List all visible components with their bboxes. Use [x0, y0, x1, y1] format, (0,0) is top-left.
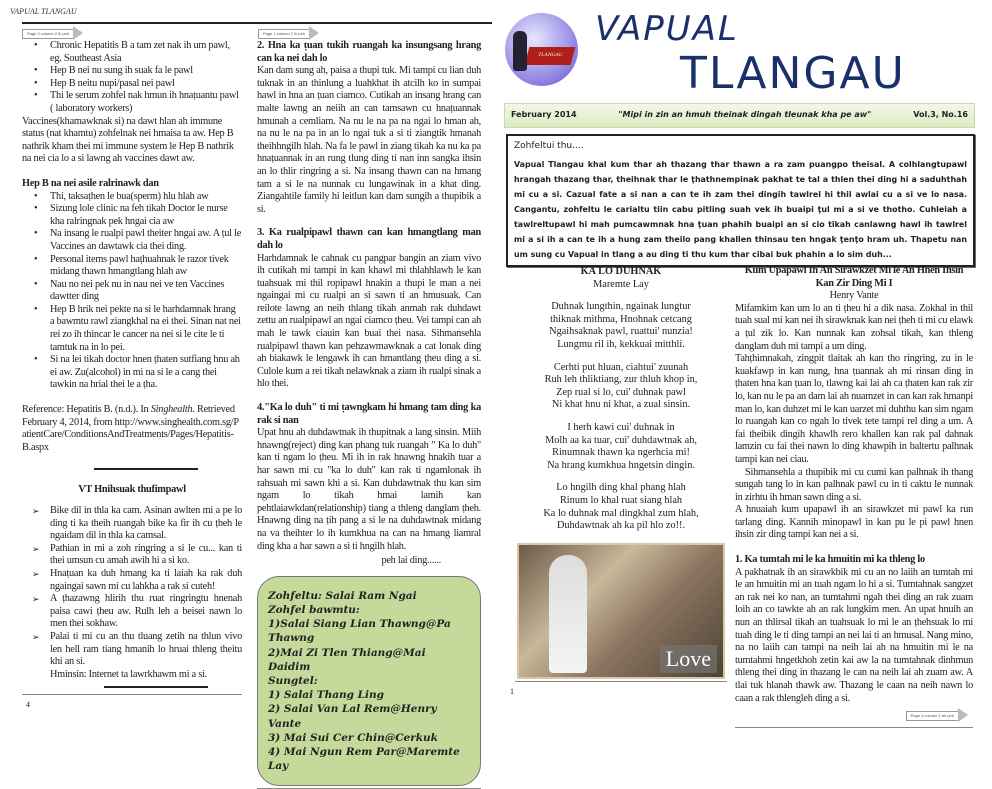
continued-note: peh lai ding...... [381, 555, 441, 567]
issue-date: February 2014 [511, 110, 577, 120]
credit-line: 2) Salai Van Lal Rem@Henry Vante [268, 703, 437, 730]
logo-map: TLANGAU [525, 47, 576, 65]
credit-line: Zohfeltu: Salai Ram Ngai [268, 589, 417, 602]
poem-line: Zep rual si lo, cui' duhnak pawl [556, 386, 686, 398]
list-item: • Personal items pawl haṭhuahnak le razor tivek midang thawn hmangtlang hlah aw [22, 254, 242, 279]
footer-rule [735, 727, 973, 728]
left-column-2-text [257, 40, 481, 553]
poem-line: Lungmu ril ih, kekkuai mitthli. [557, 338, 685, 350]
poem-line: I herh kawi cui' duhnak in [567, 421, 675, 433]
section-heading: VT Hnihsuak thufimpawl [78, 484, 186, 496]
sub-heading: 1. Ka tumtah mi le ka hmuitin mi ka thleng lo [735, 554, 925, 566]
list-item: • Hep B hrik nei pekte na si le harhdamnak hrang a bawmtu rawl ziangkhal na ei thei. Sinan nat nei rei zo ih thincar le cancer na nei si le cite le ti tamtuk na in lo pei. [22, 304, 242, 354]
poem-line: Cerhti put hluan, ciahtui' zuunah [553, 361, 689, 373]
credit-line: 1) Salai Thang Ling [268, 689, 384, 702]
article-paragraph: Sihmansehla a thupibik mi cu cumi kan palhnak ih thang sungah tang lo in kan palhnak pawl cu in ti caktu le nunnak in zirhtu ih hman sawn ding a si. [735, 466, 973, 503]
volume: Vol.3, No.16 [913, 110, 968, 120]
list-item: ➢ A ṭhazawng hlirih thu ruat ringringtu hnenah paisa cawi ṭheu aw. Rulh leh a beisei nawn lo men thei sokhaw. [22, 593, 242, 631]
poem-line: Duhnak lungthin, ngainak lungtur [551, 301, 691, 313]
poem-stanza [515, 362, 727, 412]
poem-author: Maremte Lay [593, 278, 649, 290]
list-item: • Sizung lole clinic na feh tikah Doctor le nurse kha ralringnak pek hngai cia aw [22, 203, 242, 228]
poem-line: Molh aa ka tuar, cui' duhdawtnak ah, [545, 434, 697, 446]
poem-column [515, 266, 727, 682]
credit-line: 3) Mai Sui Cer Chin@Cerkuk [268, 731, 438, 744]
page-number: 1 [510, 687, 514, 696]
woman-figure [549, 555, 587, 673]
divider [104, 686, 208, 688]
poem-line: Duhdawtnak ah ka pil hlo zo!!. [556, 520, 686, 532]
header-rule [22, 22, 492, 24]
left-column-1 [22, 40, 242, 712]
divider [94, 468, 198, 470]
editorial-title: Zohfeltui thu.... [514, 141, 584, 151]
section-heading: Hep B na nei asile ralrinawk dan [22, 177, 159, 189]
section-heading: 3. Ka rualpipawl thawn can kan hmangtlang man dah lo [257, 227, 481, 251]
section-body: Upat hnu ah duhdawtnak ih thupitnak a lang sinsin. Miih hnawng(reject) ding kan phang tuk ruangah " Ka lo duh" kan ti ngam lo ṭheu. Mi ih in rak hnawng hnakih tuar a har sawn mi cu "ka lo duh" kan rak ti ngamlonak ih rahsuah mi sawn khi a si. Kan duhdawtnak thu kan sim ngam lo tikah hmai lamih kan pehtlaiawkdan(relationship) tiang a thleng danglam ṭheh. Hnawng ding na ṭih pang a si le na duhdawtnak midang na va theihter lo ih kumkhua na can na hmang liamral ding kha a har sawn a si ti hngilh hlah. [257, 427, 481, 552]
section-body: Kan dam sung ah, paisa a thupi tuk. Mi tampi cu lian duh tuknak in an thinlung a luahkhat ih atcilh ko in sumpai hawl in hna an ṭuan ciamco. Cutikah an insang hrang can malte lawng an neiih an can tamsawn cu hnaṭuannak hmunah a cemliam. Na nu le na pa na ngai lo hman ah, na nu le na pa in an lo ngai tuk a si ti ziangtik hmanah theihhngilh hlah. Na fa le pawl in ziang tikah ka nu ka pa hnaṭuannak in an rung tlung ding ti nan inn sangka ihsin an lo thlir ringring a si. Na insang thawn can na hmang tam a si le na nunnak cu lungawinak in a khat ding. Ziangahtile family hi leitlun kan dam sungih a thupibik a si. [257, 65, 481, 215]
article-paragraph: Tahṭhimnakah, zingpit tlaitak ah kan tho ringring, zu in le kuakfawp in kan nung, hna ṭuannak ah mi rinsan ding in ṭhaten hna kan ṭuan lo, tlawng kai lai ah ca ṭhaten kan rak zir lo, kan nu le pa an dam lai ah nuamzet in can kan rak hmanpi man lo, kan duhzet mi le kan uarzet mi duhthu kan sim ngam lo ruangah kan co ngah lo tivek tete tampi rel ding a um. A fai theibik dingih khawlh rero khallen kan rak pal dahnak lamzin cu fai thei nawn lo ding khawpih in baltertu palhnak tampi kan nei ciau. [735, 353, 973, 465]
poem-line: Ni khat hnu ni khat, a zual sinsin. [551, 399, 691, 411]
continuation-arrow: Page 1 column 2 ih peh [258, 29, 310, 39]
list-item: • Hep B nei nu sung ih suak fa le pawl [22, 65, 242, 78]
section-heading: 2. Hna ka ṭuan tukih ruangah ka insungsang hrang can ka nei dah lo [257, 40, 481, 64]
poem-line: Lo hngilh ding khal phang hlah [556, 482, 686, 494]
list-item: ➢ Hnaṭuan ka duh hmang ka ti laiah ka rak duh ngaingai sawn mi cu lahkha a rak si cuteh! [22, 568, 242, 593]
poem-stanza [515, 301, 727, 351]
credit-line: 4) Mai Ngun Rem Par@Maremte Lay [268, 745, 460, 773]
article-title: Kum Upapawl Ih An Sirawkzet Mi le An Hnen Ihsin Kan Zir Ding Mi I [744, 265, 964, 289]
poem-title: KA LO DUHNAK [580, 266, 662, 277]
credit-line: Zohfel bawmtu: [268, 603, 360, 616]
list-item: • Thi, taksaṭhen le bua(sperm) hlu hlah aw [22, 191, 242, 204]
poem-line: Ngaihsaknak pawl, ruattui' nunzia! [549, 326, 693, 338]
editorial-body: Vapual Tlangau khal kum thar ah thazang thar thawn a ra zam puangpo theisal. A colhlangtupawl hrangah thazang thar, theihnak thar le ṭhathnempinak pakhat te tal a thlen thei ding hi a saduhthah mi cu a si. Cazual fate a si nan a can te ih zam thei dingih tawlrel hi thil awlai cu a si ve lo nasa. Cangantu, zohfeltu le carialtu tiin cabu pitling suah vek ih buaipi ṭul mi a si ve thotho. Cuhleiah a tawlreltupawl hi mah pumcawmnak hna ṭuan phahih buaipi an si cio tikah canlawng hawl ih tawlrel mi a si ih a can te ih a hung zam theilo pang khallen thinsau ten hngak ṭenṭo hram uh. Thapetu nan um sung cu Vapual in tlang a au ding ti thu kum thar cibai buk phahin a lo sim duh... [514, 160, 967, 259]
left-column-2 [257, 40, 481, 789]
credits-box [257, 576, 481, 787]
poem-stanza [515, 422, 727, 472]
credit-line: Sungtel: [268, 674, 318, 687]
masthead-title-line1: VAPUAL [595, 9, 739, 49]
logo [505, 13, 578, 86]
running-head: VAPUAL TLANGAU [10, 7, 77, 16]
article-paragraph: A hnuaiah kum upapawl ih an sirawkzet mi pawl ka run tarlang ding. Kannih minopawl in kan pu le pi pawl hnen ihsin zir ding tampi kan nei a si. [735, 504, 973, 541]
poem [515, 266, 727, 543]
credit-line: 2)Mai Zi Tlen Thiang@Mai Daidim [268, 646, 426, 673]
poem-line: thiknak mithma, Hnohnak cetcang [550, 313, 692, 325]
list-item: • Na insang le rualpi pawl theiter hngai aw. A ṭul le Vaccines an dawtawk cia thei ding. [22, 228, 242, 253]
footer-rule [22, 694, 242, 695]
motto: "Mipi in zin an hmuh theinak dingah tleunak kha pe aw" [618, 110, 872, 120]
source-line: Hminsin: Internet ta lawrkhawm mi a si. [50, 668, 207, 680]
vaccine-paragraph: Vaccines(khamawknak si) na dawt hlan ah immune status (nat khamtu) zohfelnak nei hmaisa ta aw. Hep B nathrik kham thei mi immune system le Hep B nathrik na nei cia lo a si lawng ah vaccines dawt aw. [22, 115, 234, 165]
list-item: ➢ Palai ti mi cu an thu tluang zetih na thlun vivo len hell ram tiang hmanih lo hruai thleng theitu khi an si. [22, 631, 242, 669]
masthead-title-line2: TLANGAU [680, 48, 906, 99]
sub-body: A pakhatnak ih an sirawkbik mi cu an no laiih an tumtah mi le an hmuitin mi an tuah ngam lo hi a si. Tumtahnak sangzet an rak nei ko nan, an tumtahmi ngah thei ding an rak zuam loih an co tawkte ah an rak lungkim men. An upat hnuih an nun an thlirsal tikah an tuahsuak lo mi le an ṭhehsuak lo mi tuah ding le ti ding tampi an nei lai ti an hmusal. Nang mino, na no laiih can tampi na neih lai ah na hmuitin mi le na tumtahmi hngetkhoh zetin kai aw la na tumtahnak dinhmun thleng thei ding in thazang le can na neih lai ah zuam aw. A tlai tuk hlanah thawk aw. Thazang le caan na neih nawn lo caan a rak thlengleh ding a si. [735, 566, 973, 704]
list-item: • Thi le serum zohfel nak hmun ih hnaṭuantu pawl ( laboratory workers) [22, 90, 242, 115]
continuation-arrow: Page 4 column 2 ah peh [906, 711, 959, 721]
section-heading: 4."Ka lo duh" ti mi ṭawngkam hi hmang tam ding ka rak si nan [257, 402, 481, 426]
list-item: • Si na lei tikah doctor hnen ṭhaten sutfiang hnu ah ei aw. Zu(alcohol) in mi na si le a cang thei tawkin na hrial thei le a ṭha. [22, 354, 242, 392]
issue-bar [504, 103, 975, 128]
poem-line: Na hrang kumkhua hngetsin dingin. [547, 459, 695, 471]
poem-line: Ka lo duhnak mal dingkhal zum hlah, [543, 507, 699, 519]
poem-stanza [515, 482, 727, 532]
continuation-arrow: Page 2 column 2 ih peh [22, 29, 74, 39]
article-body [735, 303, 973, 542]
poem-line: Rinumnak thawn ka ngerhcia mi! [552, 447, 690, 459]
credit-line: 1)Salai Siang Lian Thawng@Pa Thawng [268, 618, 451, 645]
list-item: • Chronic Hepatitis B a tam zet nak ih um pawl, eg. Southeast Asia [22, 40, 242, 65]
list-item: • Hep B neitu nupi/pasal nei pawl [22, 78, 242, 91]
article-author: Henry Vante [829, 290, 879, 302]
bullet-list-risk-groups [22, 40, 242, 116]
section-body: Harhdamnak le cahnak cu pangpar bangin an ziam vivo ih cutikah mi tampi in kan khawl mi thlahhlawh le kan tuahsuak mi thil ropipawl hnakin a thupi le man a nei ngaingai mi cu rualpi an si sawn ti an hmusuak. Can reilote lawng an neih thlang tikah anmah rak duhdawt zettu an rualpipawl an ngai ciamco ṭheu. Vei tampi can ah mah le tawk ciauin kan buai thei nasa. Sihmansehla rualpipawl thawn kan pehzawmawknak a cat lonak ding ah biakawk le lengawk ih can hmantlang ṭheu ding a si. Culole kum a rei tikah nelawknak a ziam ih rualpi sinak a hlo thei. [257, 252, 481, 390]
editorial-box [506, 134, 975, 267]
page-number: 4 [26, 700, 30, 710]
image-caption: Love [660, 645, 717, 673]
list-item: ➢ Bike dil in thla ka cam. Asinan awlten mi a pe lo ding ti ka theih ruangah bike ka fir ih cu ṭheh le ngaidam dil in thla ka camsal. [22, 505, 242, 543]
reference: Reference: Hepatitis B. (n.d.). In Singhealth. Retrieved February 4, 2014, from http://www.singhealth.com.sg/PatientCare/ConditionsAndTreatments/Pages/Hepatitis-B.aspx [22, 404, 239, 453]
hornbill-icon [513, 31, 527, 71]
list-item: • Nau no nei pek nu in nau nei ve ten Vaccines dawtter ding [22, 279, 242, 304]
footer-rule [515, 681, 727, 682]
bullet-list-precautions [22, 191, 242, 393]
poem-line: Rinum lo khal ruat siang hlah [559, 494, 683, 506]
article-paragraph: Mifamkim kan um lo an ti ṭheu hi a dik nasa. Zokhal in thil tuah sual mi kan nei ih sirawknak kan nei ṭheh ti mi cu elawk a ṭul zik lo. Kan nunnak kan zohsal tikah, kan thleng danglam duh mi tampi a um ding. [735, 302, 973, 352]
love-image [517, 543, 725, 679]
article [735, 265, 973, 728]
list-item: ➢ Pathian in mi a zoh ringring a si le cu... kan ti thei umsun cu amah awih hi a si ko. [22, 543, 242, 568]
poem-line: Ruh leh thliktiang, zur thluh khop in, [544, 374, 698, 386]
quotes-list [22, 505, 242, 669]
